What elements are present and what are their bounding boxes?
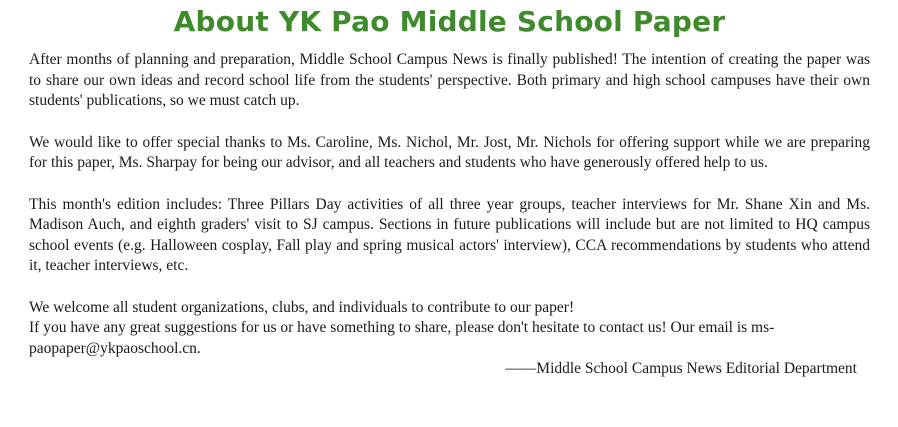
- thanks-paragraph: We would like to offer special thanks to Ms. Caroline, Ms. Nichol, Mr. Jost, Mr. Nichols for offering support while we are preparing for this paper, Ms. Sharpay for being our advisor, and all teachers and students who have generously offered help to us.: [29, 133, 870, 171]
- contact-line: If you have any great suggestions for us or have something to share, please don't hesitate to contact us! Our email is ms-paopaper@ykpaoschool.cn.: [29, 319, 775, 357]
- edition-paragraph: This month's edition includes: Three Pillars Day activities of all three year groups, teacher interviews for Mr. Shane Xin and Ms. Madison Auch, and eighth graders' visit to SJ campus. Sections in future publications will include but are not limited to HQ campus school events (e.g. Halloween cosplay, Fall play and spring musical actors' interview), CCA recommendations by students who attend it, teacher interviews, etc.: [29, 195, 870, 274]
- signature: ——Middle School Campus News Editorial Department: [505, 360, 857, 377]
- page-title: About YK Pao Middle School Paper: [173, 5, 726, 38]
- article-body: [29, 50, 870, 380]
- welcome-line: We welcome all student organizations, clubs, and individuals to contribute to our paper!: [29, 298, 575, 316]
- contact-paragraph: [29, 298, 870, 360]
- intro-paragraph: After months of planning and preparation, Middle School Campus News is finally published! The intention of creating the paper was to share our own ideas and record school life from the students' perspective. Both primary and high school campuses have their own students' publications, so we must catch up.: [29, 51, 870, 109]
